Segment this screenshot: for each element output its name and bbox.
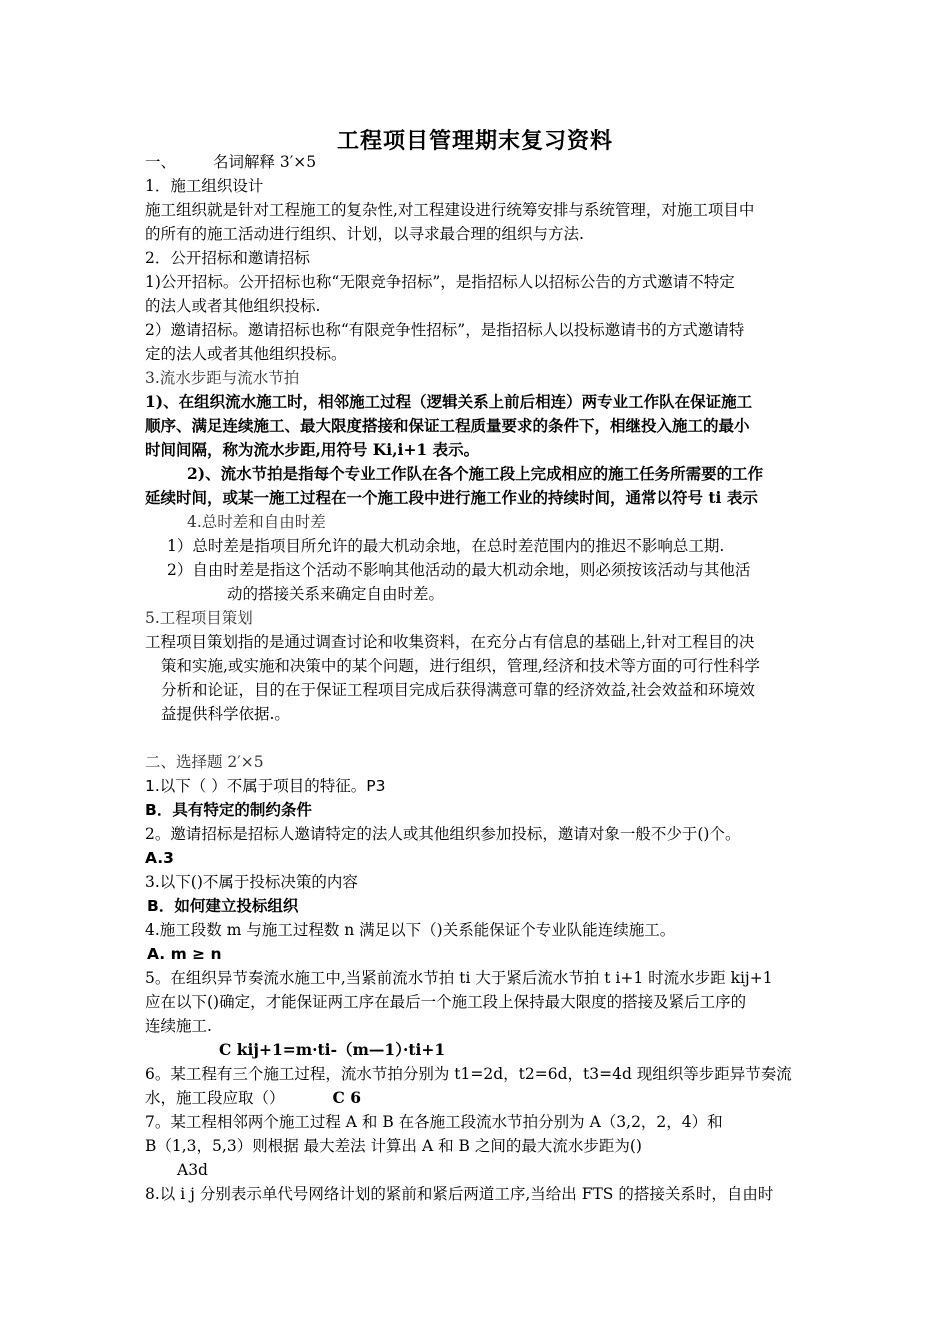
term-5-body-line: 益提供科学依据.。	[161, 705, 290, 723]
answer-text: B．如何建立投标组织	[147, 897, 299, 915]
question-5-line: 5。在组织异节奏流水施工中,当紧前流水节拍 ti 大于紧后流水节拍 t i+1 时流水步距 kij+1	[145, 969, 773, 987]
term-1-body-line: 施工组织就是针对工程施工的复杂性,对工程建设进行统筹安排与系统管理，对施工项目中	[145, 201, 755, 219]
question-7-answer: A3d	[177, 1161, 208, 1179]
term-3-body-line: 时间间隔，称为流水步距,用符号 Ki,i+1 表示。	[145, 440, 480, 459]
term-2-body-line: 定的法人或者其他组织投标。	[145, 345, 347, 363]
question-text: 1.以下（ ）不属于项目的特征。P3	[145, 777, 386, 795]
term-4-body-line: 2）自由时差是指这个活动不影响其他活动的最大机动余地，则必须按该活动与其他活	[167, 561, 751, 579]
term-2-body-line: 1)公开招标。公开招标也称“无限竞争招标”，是指招标人以招标公告的方式邀请不特定	[145, 273, 735, 291]
section-one-number: 一、	[145, 153, 177, 171]
section-one-heading	[145, 150, 810, 174]
term-3-title: 3.流水步距与流水节拍	[145, 369, 300, 387]
term-2-body-line: 的法人或者其他组织投标.	[145, 297, 321, 315]
term-3-body-line: 1)、在组织流水施工时，相邻施工过程（逻辑关系上前后相连）两专业工作队在保证施工	[145, 392, 753, 411]
question-6-line: 水，施工段应取（）	[145, 1089, 285, 1107]
term-1-body-line: 的所有的施工活动进行组织、计划，以寻求最合理的组织与方法.	[145, 225, 584, 243]
term-5-title: 5.工程项目策划	[145, 609, 253, 627]
question-8-line: 8.以 i j 分别表示单代号网络计划的紧前和紧后两道工序,当给出 FTS 的搭接关系时，自由时	[145, 1185, 774, 1203]
term-1-title: 1．施工组织设计	[145, 177, 264, 195]
question-5-line: 应在以下()确定，才能保证两工序在最后一个施工段上保持最大限度的搭接及紧后工序的	[145, 993, 747, 1011]
question-text: 2。邀请招标是招标人邀请特定的法人或其他组织参加投标，邀请对象一般不少于()个。	[145, 825, 741, 843]
term-5-body-line: 策和实施,或实施和决策中的某个问题，进行组织，管理,经济和技术等方面的可行性科学	[161, 657, 760, 675]
section-two	[145, 750, 810, 1206]
answer-text: A. m ≥ n	[147, 945, 222, 963]
section-one-title: 名词解释 3′×5	[213, 153, 317, 171]
section-two-heading: 二、选择题 2′×5	[145, 753, 264, 771]
term-4-body-line: 动的搭接关系来确定自由时差。	[227, 585, 445, 603]
question-6-line-with-answer	[145, 1086, 810, 1110]
term-3-body-line: 顺序、满足连续施工、最大限度搭接和保证工程质量要求的条件下，相继投入施工的最小	[145, 416, 750, 435]
term-2-title: 2．公开招标和邀请招标	[145, 249, 310, 267]
question-5-line: 连续施工.	[145, 1017, 212, 1035]
term-3-body-line: 延续时间，或某一施工过程在一个施工段中进行施工作业的持续时间，通常以符号 ti 表示	[145, 488, 758, 507]
question-6-line: 6。某工程有三个施工过程，流水节拍分别为 t1=2d，t2=6d，t3=4d 现组织等步距异节奏流	[145, 1065, 792, 1083]
question-5-answer: C kij+1=m·ti-（m—1）·ti+1	[219, 1040, 446, 1059]
term-3-body-line: 2)、流水节拍是指每个专业工作队在各个施工段上完成相应的施工任务所需要的工作	[187, 464, 764, 483]
question-7-line: B（1,3，5,3）则根据 最大差法 计算出 A 和 B 之间的最大流水步距为()	[145, 1137, 642, 1155]
question-text: 3.以下()不属于投标决策的内容	[145, 873, 358, 891]
answer-text: B．具有特定的制约条件	[145, 801, 312, 819]
term-2-body-line: 2）邀请招标。邀请招标也称“有限竞争性招标”，是指招标人以投标邀请书的方式邀请特	[145, 321, 745, 339]
term-5-body-line: 分析和论证，目的在于保证工程项目完成后获得满意可靠的经济效益,社会效益和环境效	[161, 681, 755, 699]
question-7-line: 7。某工程相邻两个施工过程 A 和 B 在各施工段流水节拍分别为 A（3,2，2，4）和	[145, 1113, 723, 1131]
term-4-body-line: 1）总时差是指项目所允许的最大机动余地，在总时差范围内的推迟不影响总工期.	[167, 537, 725, 555]
question-6-answer: C 6	[332, 1088, 362, 1107]
term-4-title: 4.总时差和自由时差	[187, 513, 326, 531]
answer-text: A.3	[145, 849, 174, 867]
term-5-body-line: 工程项目策划指的是通过调查讨论和收集资料，在充分占有信息的基础上,针对工程目的决	[145, 633, 755, 651]
section-one	[145, 150, 810, 726]
question-text: 4.施工段数 m 与施工过程数 n 满足以下（)关系能保证个专业队能连续施工。	[145, 921, 676, 939]
document-title: 工程项目管理期末复习资料	[336, 128, 613, 154]
